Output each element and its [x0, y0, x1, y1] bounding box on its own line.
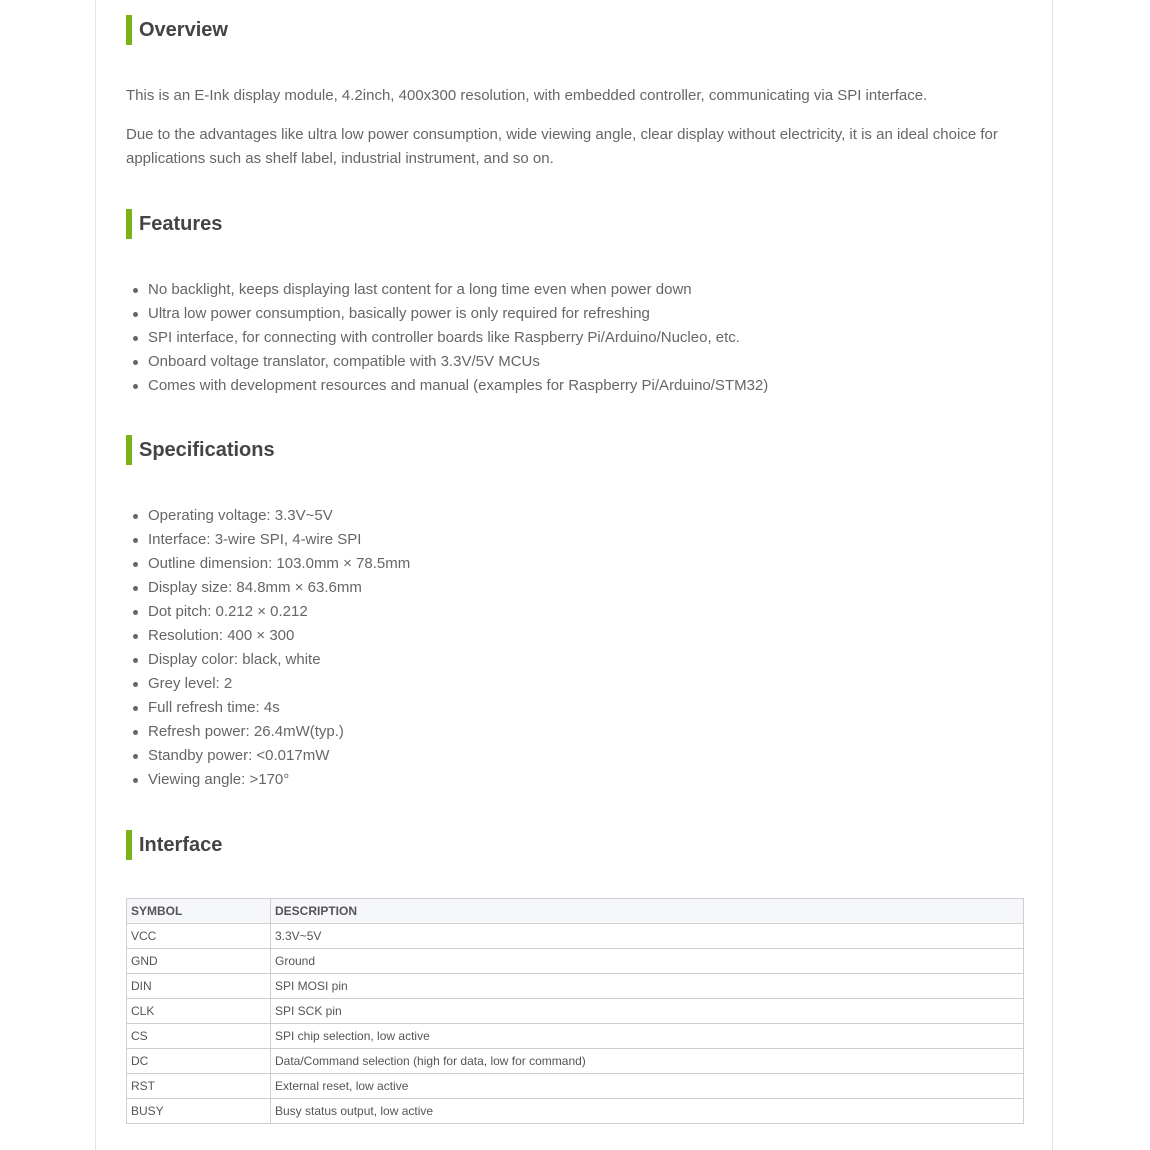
specifications-list [126, 504, 410, 792]
symbol-cell: RST [127, 1074, 271, 1099]
content-container [95, 0, 1053, 1150]
symbol-cell: VCC [127, 924, 271, 949]
symbol-cell: GND [127, 949, 271, 974]
description-cell: Data/Command selection (high for data, low for command) [271, 1049, 1024, 1074]
interface-table [126, 898, 1024, 1124]
overview-paragraph-1: This is an E-Ink display module, 4.2inch, 400x300 resolution, with embedded controller, communicating via SPI interface. [126, 87, 928, 104]
table-row [127, 949, 1024, 974]
overview-paragraph-2: Due to the advantages like ultra low power consumption, wide viewing angle, clear display without electricity, it is an ideal choice for applications such as shelf label, industrial instrument, and so on. [126, 126, 998, 167]
specifications-heading: Specifications [126, 435, 275, 465]
description-cell: Ground [271, 949, 1024, 974]
description-cell: SPI MOSI pin [271, 974, 1024, 999]
list-item: Display color: black, white [148, 648, 410, 672]
features-list [126, 278, 768, 398]
column-header-description: DESCRIPTION [271, 899, 1024, 924]
table-row [127, 1024, 1024, 1049]
features-heading: Features [126, 209, 222, 239]
symbol-cell: CS [127, 1024, 271, 1049]
column-header-symbol: SYMBOL [127, 899, 271, 924]
list-item: Display size: 84.8mm × 63.6mm [148, 576, 410, 600]
table-row [127, 974, 1024, 999]
list-item: Outline dimension: 103.0mm × 78.5mm [148, 552, 410, 576]
list-item: Grey level: 2 [148, 672, 410, 696]
description-cell: Busy status output, low active [271, 1099, 1024, 1124]
description-cell: External reset, low active [271, 1074, 1024, 1099]
table-row [127, 1099, 1024, 1124]
list-item: SPI interface, for connecting with controller boards like Raspberry Pi/Arduino/Nucleo, etc. [148, 326, 768, 350]
overview-heading: Overview [126, 15, 228, 45]
list-item: Interface: 3-wire SPI, 4-wire SPI [148, 528, 410, 552]
table-row [127, 924, 1024, 949]
list-item: Onboard voltage translator, compatible with 3.3V/5V MCUs [148, 350, 768, 374]
table-row [127, 999, 1024, 1024]
list-item: Ultra low power consumption, basically power is only required for refreshing [148, 302, 768, 326]
interface-heading: Interface [126, 830, 222, 860]
description-cell: SPI chip selection, low active [271, 1024, 1024, 1049]
table-row [127, 1074, 1024, 1099]
symbol-cell: CLK [127, 999, 271, 1024]
symbol-cell: DC [127, 1049, 271, 1074]
list-item: Refresh power: 26.4mW(typ.) [148, 720, 410, 744]
table-row [127, 1049, 1024, 1074]
symbol-cell: BUSY [127, 1099, 271, 1124]
list-item: Comes with development resources and manual (examples for Raspberry Pi/Arduino/STM32) [148, 374, 768, 398]
list-item: Standby power: <0.017mW [148, 744, 410, 768]
list-item: No backlight, keeps displaying last content for a long time even when power down [148, 278, 768, 302]
description-cell: SPI SCK pin [271, 999, 1024, 1024]
symbol-cell: DIN [127, 974, 271, 999]
list-item: Full refresh time: 4s [148, 696, 410, 720]
list-item: Viewing angle: >170° [148, 768, 410, 792]
list-item: Dot pitch: 0.212 × 0.212 [148, 600, 410, 624]
description-cell: 3.3V~5V [271, 924, 1024, 949]
list-item: Resolution: 400 × 300 [148, 624, 410, 648]
list-item: Operating voltage: 3.3V~5V [148, 504, 410, 528]
table-header-row [127, 899, 1024, 924]
